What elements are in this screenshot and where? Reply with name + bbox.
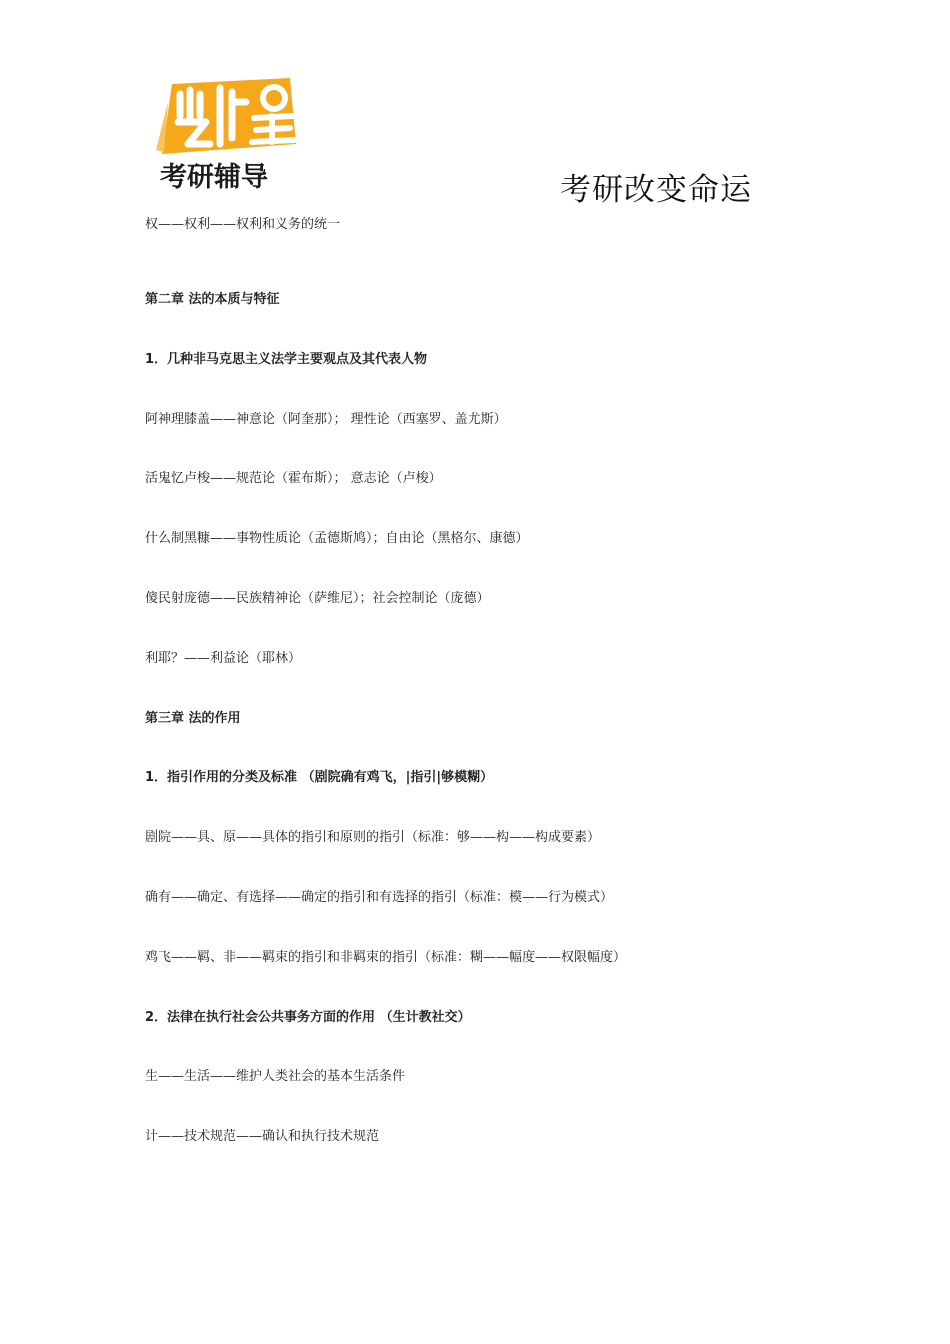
text-line: 活鬼忆卢梭——规范论（霍布斯）； 意志论（卢梭） [145,471,442,487]
logo-subtitle: 考研辅导 [160,162,268,193]
text-line: 剧院——具、原——具体的指引和原则的指引（标准：够——构——构成要素） [145,830,601,846]
logo-mark-icon [156,78,296,154]
text-line: 什么制黑糠——事物性质论（孟德斯鸠）；自由论（黑格尔、康德） [145,531,529,547]
text-line: 生——生活——维护人类社会的基本生活条件 [145,1069,406,1085]
text-line: 阿神理膝盖——神意论（阿奎那）； 理性论（西塞罗、盖尤斯） [145,411,507,427]
chapter-heading: 第二章 法的本质与特征 [145,292,280,307]
slogan: 考研改变命运 [560,172,752,208]
chapter-heading: 第三章 法的作用 [145,710,241,726]
text-line: 利耶？——利益论（耶林） [145,650,302,666]
text-line: 鸡飞——羁、非——羁束的指引和非羁束的指引（标准：糊——幅度——权限幅度） [145,949,627,965]
text-line: 权——权利——权利和义务的统一 [145,217,341,232]
text-line: 傻民射庞德——民族精神论（萨维尼）；社会控制论（庞德） [145,590,490,606]
document-body [145,214,825,1186]
section-heading: 1．指引作用的分类及标准 （剧院确有鸡飞，|指引|够模糊） [145,770,494,786]
section-heading: 2．法律在执行社会公共事务方面的作用 （生计教社交） [145,1009,471,1025]
text-line: 确有——确定、有选择——确定的指引和有选择的指引（标准：模——行为模式） [145,889,614,905]
text-line: 计——技术规范——确认和执行技术规范 [145,1129,380,1145]
section-heading: 1．几种非马克思主义法学主要观点及其代表人物 [145,351,428,367]
kaicheng-logo [150,72,300,196]
